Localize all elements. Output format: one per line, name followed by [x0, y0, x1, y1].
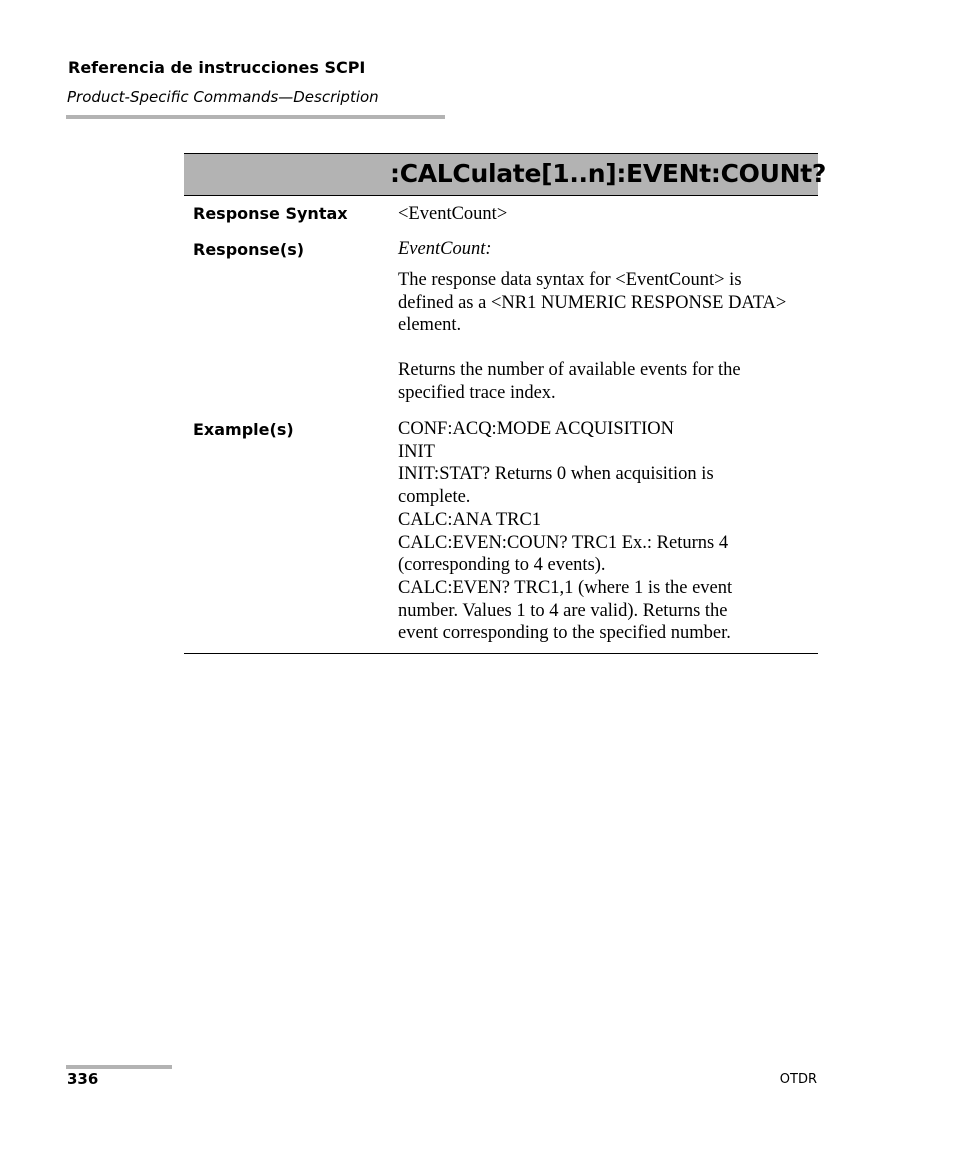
example-line: INIT:STAT? Returns 0 when acquisition is: [398, 464, 714, 485]
example-line: event corresponding to the specified number.: [398, 623, 731, 644]
text-line: element.: [398, 315, 462, 336]
example-line: CALC:EVEN? TRC1,1 (where 1 is the event: [398, 577, 733, 598]
response-syntax-value: <EventCount>: [398, 204, 508, 224]
text-line: specified trace index.: [398, 382, 556, 403]
product-name: OTDR: [779, 1072, 817, 1087]
example-line: CONF:ACQ:MODE ACQUISITION: [398, 419, 674, 439]
page-header-subtitle: Product-Specific Commands—Description: [67, 88, 379, 106]
page-number: 336: [67, 1070, 99, 1088]
example-line: complete.: [398, 487, 471, 508]
text-line: Returns the number of available events for the: [398, 360, 741, 380]
responses-paragraph-1: [398, 269, 818, 337]
example-line: INIT: [398, 441, 435, 462]
example-line: (corresponding to 4 events).: [398, 555, 606, 576]
responses-paragraph-2: [398, 359, 818, 404]
text-line: defined as a <NR1 NUMERIC RESPONSE DATA>: [398, 292, 787, 313]
examples-label: Example(s): [193, 420, 294, 439]
example-line: CALC:EVEN:COUN? TRC1 Ex.: Returns 4: [398, 532, 729, 553]
responses-param: EventCount:: [398, 239, 492, 259]
footer-divider: [66, 1065, 172, 1069]
command-title-bar: [184, 153, 827, 196]
header-divider: [66, 115, 445, 119]
example-line: number. Values 1 to 4 are valid). Returns the: [398, 600, 728, 621]
text-line: The response data syntax for <EventCount> is: [398, 270, 742, 290]
responses-label: Response(s): [193, 240, 305, 259]
page-header-title: Referencia de instrucciones SCPI: [68, 58, 366, 77]
command-title: :CALCulate[1..n]:EVENt:COUNt?: [390, 159, 827, 188]
table-bottom-rule: [184, 653, 818, 654]
examples-text: [398, 418, 818, 645]
response-syntax-label: Response Syntax: [193, 204, 348, 223]
example-line: CALC:ANA TRC1: [398, 509, 542, 530]
